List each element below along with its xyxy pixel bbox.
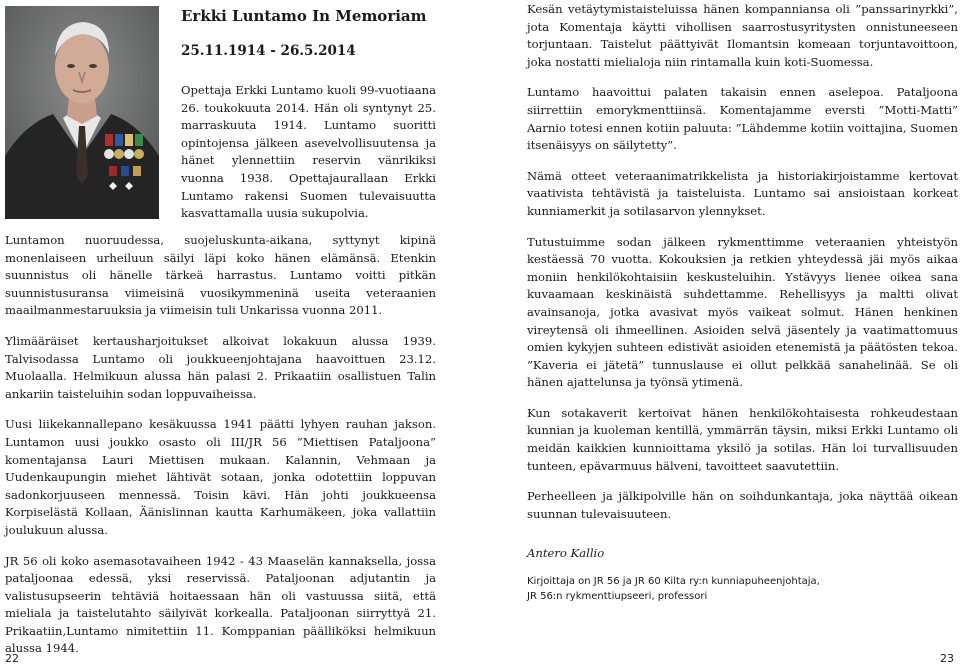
body-paragraph: Kun sotakaverit kertoivat hänen henkilökohtaisesta rohkeudestaan kunnian ja kuoleman kentillä, ymmärrän täysin, miksi Erkki Luntamo oli meidän kaikkien kunnioittama yksilö ja sotilas. Hän loi turvallisuuden tunteen, epävarmuus hälveni, tavoitteet saavutettiin. — [527, 405, 958, 473]
intro-paragraph: Opettaja Erkki Luntamo kuoli 99-vuotiaana 26. toukokuuta 2014. Hän oli syntynyt 25. marraskuuta 1914. Luntamo suoritti opintojensa jälkeen asevelvollisuutensa ja hänet ylennettiin reservin vänrikiksi vuonna 1938. Opettajaurallaan Erkki Luntamo rakensi Suomen tulevaisuutta kasvattamalla uusia sukupolvia. — [181, 83, 436, 221]
heading-block — [181, 6, 436, 60]
body-paragraph: Ylimääräiset kertausharjoitukset alkoivat lokakuun alussa 1939. Talvisodassa Luntamo oli joukkueenjohtajana haavoittuen 23.12. Muolaalla. Helmikuun alussa hän palasi 2. Prikaatiin osallistuen Talin ankariin taisteluihin sodan loppuvaiheissa. — [5, 333, 436, 401]
left-column — [5, 232, 436, 671]
body-paragraph: Tutustuimme sodan jälkeen rykmenttimme veteraanien yhteistyön kestäessä 70 vuotta. Kokouksien ja retkien yhteydessä jäi myös aikaa moniin henkilökohtaisiin keskusteluihin. Ystävyys lienee oikea sana kuvaamaan keskinäistä suhdettamme. Rehellisyys ja maltti olivat avainsanoja, jotka avasivat myös vaikeat solmut. Hänen henkinen vireytensä oli ihmeellinen. Asioiden selvä jäsentely ja vaatimattomuus omien kykyjen suhteen edistivät asioiden etenemistä ja päätösten tekoa. ”Kaveria ei jätetä” tunnuslause ei ollut pelkkää sanahelinää. Se oli hänen ajattelunsa ja työnsä ytimenä. — [527, 234, 958, 390]
life-dates: 25.11.1914 - 26.5.2014 — [181, 43, 356, 59]
body-paragraph: Luntamon nuoruudessa, suojeluskunta-aikana, syttynyt kipinä monenlaiseen urheiluun säilyi läpi koko hänen elämänsä. Etenkin suunnistus oli hänelle tärkeä harrastus. Luntamo voitti pitkän suunnistusuransa viimeisinä vuosikymmeninä useita veteraanien maailmanmestaruuksia ja viimeisin tuli Unkarissa vuonna 2011. — [5, 233, 436, 318]
portrait-photo — [5, 6, 159, 219]
body-paragraph: Perheelleen ja jälkipolville hän on soihdunkantaja, joka näyttää oikean suunnan tulevaisuuteen. — [527, 489, 958, 521]
page-number-right: 23 — [940, 652, 954, 665]
body-paragraph: Uusi liikekannallepano kesäkuussa 1941 päätti lyhyen rauhan jakson. Luntamon uusi joukko osasto oli III/JR 56 ”Miettisen Pataljoona” komentajansa Lauri Miettisen mukaan. Kalannin, Vehmaan ja Uudenkaupungin miehet lähtivät sotaan, jonka odotettiin loppuvan sadonkorjuuseen mennessä. Toisin kävi. Hän johti joukkueensa Korpiselästä Kollaan, Äänislinnan kautta Karhumäkeen, joka vallattiin joulukuun alussa. — [5, 417, 436, 537]
author-name: Antero Kallio — [527, 546, 605, 561]
right-column — [527, 1, 958, 604]
page-number-left: 22 — [5, 652, 19, 665]
article-title: Erkki Luntamo In Memoriam — [181, 7, 427, 25]
body-paragraph: Nämä otteet veteraanimatrikkelista ja historiakirjoistamme kertovat vaativista tehtävistä ja taisteluista. Luntamo sai ansioistaan korkeat kunniamerkit ja sotilasarvon ylennykset. — [527, 168, 958, 218]
author-note — [527, 574, 958, 604]
author-note-line: JR 56:n rykmenttiupseeri, professori — [527, 591, 708, 603]
author-note-line: Kirjoittaja on JR 56 ja JR 60 Kilta ry:n kunniapuheenjohtaja, — [527, 576, 820, 588]
body-paragraph: Luntamo haavoittui palaten takaisin ennen aselepoa. Pataljoona siirrettiin emorykmenttiinsä. Komentajamme eversti ”Motti-Matti” Aarnio totesi ennen kotiin paluuta: ”Lähdemme kotiin voittajina, Suomen itsenäisyys on säilytetty”. — [527, 85, 958, 153]
body-paragraph: Kesän vetäytymistaisteluissa hänen kompanniansa oli ”panssarinyrkki”, jota Komentaja käytti vihollisen saarrostusyritysten onnistuneeseen torjuntaan. Taistelut päättyivät Ilomantsin komeaan torjuntavoittoon, joka nostatti mielialoja niin rintamalla kuin koti-Suomessa. — [527, 2, 958, 69]
body-paragraph: JR 56 oli koko asemasotavaiheen 1942 - 43 Maaselän kannaksella, jossa pataljoonaa edessä, yksi reservissä. Pataljoonan adjutantin ja valistusupseerin tehtäviä hoitaessaan hän oli vastuussa siitä, että mieliala ja taistelutahto säilyivät korkealla. Pataljoonan siirryttyä 21. Prikaatiin,Luntamo nimitettiin 11. Komppanian päälliköksi helmikuun alussa 1944. — [5, 553, 436, 656]
